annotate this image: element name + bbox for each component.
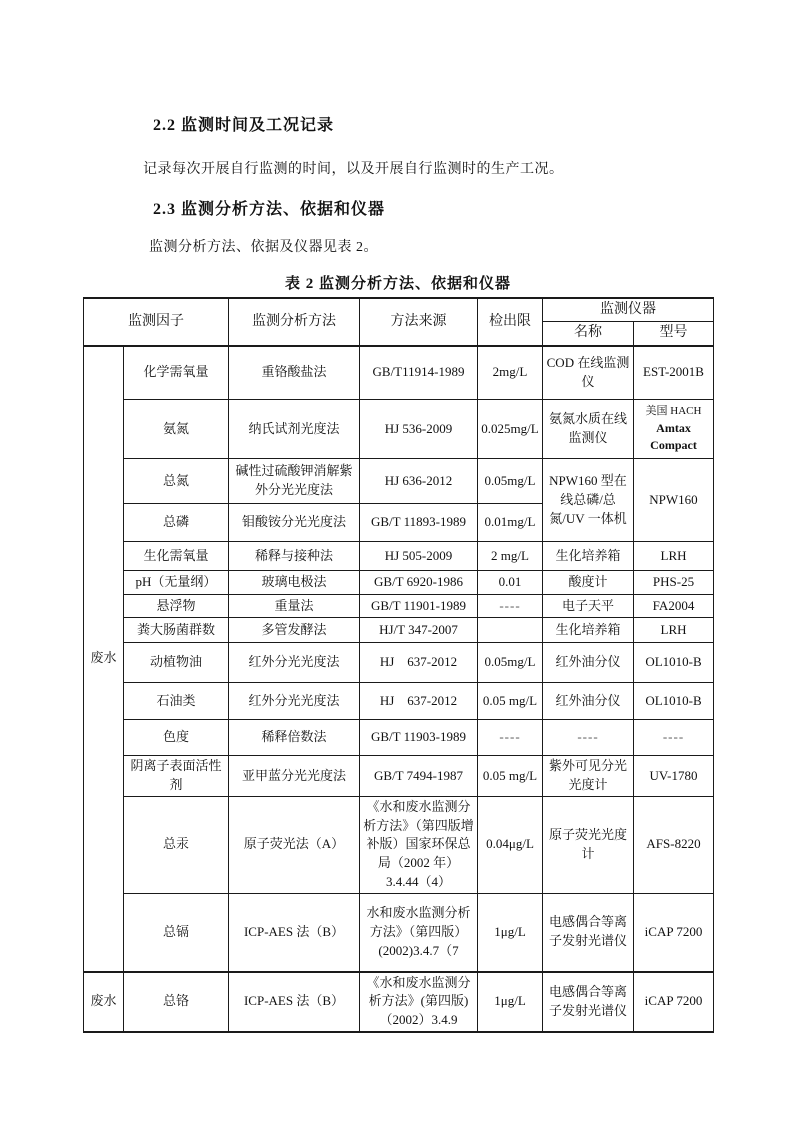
cell-model-merged: NPW160 <box>634 459 714 542</box>
table-row <box>84 542 714 571</box>
cell-method: 红外分光光度法 <box>229 683 360 720</box>
table-caption: 表 2 监测分析方法、依据和仪器 <box>284 276 511 292</box>
section-heading-2-2: 2.2 监测时间及工况记录 <box>153 117 335 134</box>
section-heading-2-3: 2.3 监测分析方法、依据和仪器 <box>153 201 386 218</box>
table-row <box>84 643 714 683</box>
cell-model: LRH <box>634 618 714 643</box>
model-name-text: Amtax Compact <box>650 420 697 453</box>
cell-factor: 总汞 <box>124 796 229 893</box>
cell-limit: ---- <box>478 595 543 618</box>
cell-name: 酸度计 <box>543 571 634 595</box>
col-header-limit: 检出限 <box>478 298 543 346</box>
cell-model: LRH <box>634 542 714 571</box>
cell-name: 原子荧光光度计 <box>543 796 634 893</box>
cell-factor: 氨氮 <box>124 400 229 459</box>
cell-factor: 总磷 <box>124 504 229 542</box>
cell-name: COD 在线监测仪 <box>543 346 634 400</box>
cell-source: GB/T 7494-1987 <box>360 756 478 797</box>
cell-name: 红外油分仪 <box>543 643 634 683</box>
cell-factor: 色度 <box>124 720 229 756</box>
cell-source: HJ 637-2012 <box>360 643 478 683</box>
cell-factor: 总镉 <box>124 894 229 972</box>
model-brand-text: 美国 HACH <box>645 404 702 417</box>
cell-model: ---- <box>634 720 714 756</box>
cell-limit: 0.05mg/L <box>478 459 543 504</box>
table-row <box>84 459 714 504</box>
paragraph-2-2: 记录每次开展自行监测的时间，以及开展自行监测时的生产工况。 <box>143 162 564 177</box>
table-row <box>84 400 714 459</box>
cell-name: 氨氮水质在线监测仪 <box>543 400 634 459</box>
cell-model: iCAP 7200 <box>634 894 714 972</box>
cell-source: GB/T 6920-1986 <box>360 571 478 595</box>
table-row <box>84 346 714 400</box>
cell-factor: 动植物油 <box>124 643 229 683</box>
col-header-method: 监测分析方法 <box>229 298 360 346</box>
cell-model: iCAP 7200 <box>634 972 714 1033</box>
cell-method: 亚甲蓝分光光度法 <box>229 756 360 797</box>
cell-method: 重量法 <box>229 595 360 618</box>
cell-method: 重铬酸盐法 <box>229 346 360 400</box>
cell-method: 原子荧光法（A） <box>229 796 360 893</box>
cell-source: HJ 636-2012 <box>360 459 478 504</box>
cell-model: UV-1780 <box>634 756 714 797</box>
cell-method: 玻璃电极法 <box>229 571 360 595</box>
cell-name-merged: NPW160 型在线总磷/总氮/UV 一体机 <box>543 459 634 542</box>
cell-source: 《水和废水监测分析方法》(第四版)（2002）3.4.9 <box>360 972 478 1033</box>
cell-limit: 0.04μg/L <box>478 796 543 893</box>
cell-source: GB/T11914-1989 <box>360 346 478 400</box>
cell-source: GB/T 11903-1989 <box>360 720 478 756</box>
cell-name: 电感偶合等离子发射光谱仪 <box>543 972 634 1033</box>
cell-factor: 生化需氧量 <box>124 542 229 571</box>
cell-limit: 0.01 <box>478 571 543 595</box>
cell-source: HJ 505-2009 <box>360 542 478 571</box>
cell-name: 电感偶合等离子发射光谱仪 <box>543 894 634 972</box>
cell-method: 红外分光光度法 <box>229 643 360 683</box>
table-row <box>84 796 714 893</box>
table-row <box>84 720 714 756</box>
cell-limit: 0.01mg/L <box>478 504 543 542</box>
cell-method: ICP-AES 法（B） <box>229 894 360 972</box>
cell-source: 《水和废水监测分析方法》（第四版增补版）国家环保总局（2002 年）3.4.44（4） <box>360 796 478 893</box>
cell-method: 稀释与接种法 <box>229 542 360 571</box>
cell-model: OL1010-B <box>634 643 714 683</box>
cell-method: 多管发酵法 <box>229 618 360 643</box>
cell-name: 生化培养箱 <box>543 542 634 571</box>
cell-name: ---- <box>543 720 634 756</box>
cell-source: HJ 637-2012 <box>360 683 478 720</box>
cell-limit: 0.025mg/L <box>478 400 543 459</box>
cell-source: HJ/T 347-2007 <box>360 618 478 643</box>
cell-factor: 化学需氧量 <box>124 346 229 400</box>
cell-model <box>634 400 714 459</box>
cell-factor: 悬浮物 <box>124 595 229 618</box>
cell-limit: 0.05 mg/L <box>478 683 543 720</box>
col-header-model: 型号 <box>634 322 714 346</box>
cell-limit: 2 mg/L <box>478 542 543 571</box>
cell-method: ICP-AES 法（B） <box>229 972 360 1033</box>
cell-factor: 阴离子表面活性剂 <box>124 756 229 797</box>
cell-limit: 2mg/L <box>478 346 543 400</box>
header-row-1 <box>84 298 714 322</box>
cell-limit <box>478 618 543 643</box>
col-header-instrument: 监测仪器 <box>543 298 714 322</box>
group-cell-wastewater: 废水 <box>84 346 124 972</box>
col-header-source: 方法来源 <box>360 298 478 346</box>
cell-source: GB/T 11901-1989 <box>360 595 478 618</box>
cell-factor: 石油类 <box>124 683 229 720</box>
cell-factor: 粪大肠菌群数 <box>124 618 229 643</box>
cell-model: EST-2001B <box>634 346 714 400</box>
cell-name: 生化培养箱 <box>543 618 634 643</box>
table-row <box>84 683 714 720</box>
cell-source: 水和废水监测分析方法》（第四版）(2002)3.4.7（7 <box>360 894 478 972</box>
col-header-factor: 监测因子 <box>84 298 229 346</box>
col-header-name: 名称 <box>543 322 634 346</box>
paragraph-2-3: 监测分析方法、依据及仪器见表 2。 <box>149 240 378 255</box>
cell-limit: 1μg/L <box>478 972 543 1033</box>
cell-limit: 1μg/L <box>478 894 543 972</box>
table-row <box>84 618 714 643</box>
cell-model: PHS-25 <box>634 571 714 595</box>
cell-source: GB/T 11893-1989 <box>360 504 478 542</box>
table-row <box>84 571 714 595</box>
group-cell-wastewater-2: 废水 <box>84 972 124 1033</box>
cell-method: 稀释倍数法 <box>229 720 360 756</box>
cell-method: 纳氏试剂光度法 <box>229 400 360 459</box>
cell-source: HJ 536-2009 <box>360 400 478 459</box>
cell-factor: 总铬 <box>124 972 229 1033</box>
cell-model: AFS-8220 <box>634 796 714 893</box>
cell-name: 电子天平 <box>543 595 634 618</box>
table-row <box>84 894 714 972</box>
cell-model: OL1010-B <box>634 683 714 720</box>
table-row <box>84 972 714 1033</box>
monitoring-methods-table <box>83 297 714 1033</box>
cell-factor: 总氮 <box>124 459 229 504</box>
cell-factor: pH（无量纲） <box>124 571 229 595</box>
cell-method: 钼酸铵分光光度法 <box>229 504 360 542</box>
cell-limit: 0.05 mg/L <box>478 756 543 797</box>
cell-name: 红外油分仪 <box>543 683 634 720</box>
cell-model: FA2004 <box>634 595 714 618</box>
table-row <box>84 756 714 797</box>
cell-name: 紫外可见分光光度计 <box>543 756 634 797</box>
table-row <box>84 595 714 618</box>
cell-limit: 0.05mg/L <box>478 643 543 683</box>
cell-limit: ---- <box>478 720 543 756</box>
cell-method: 碱性过硫酸钾消解紫外分光光度法 <box>229 459 360 504</box>
